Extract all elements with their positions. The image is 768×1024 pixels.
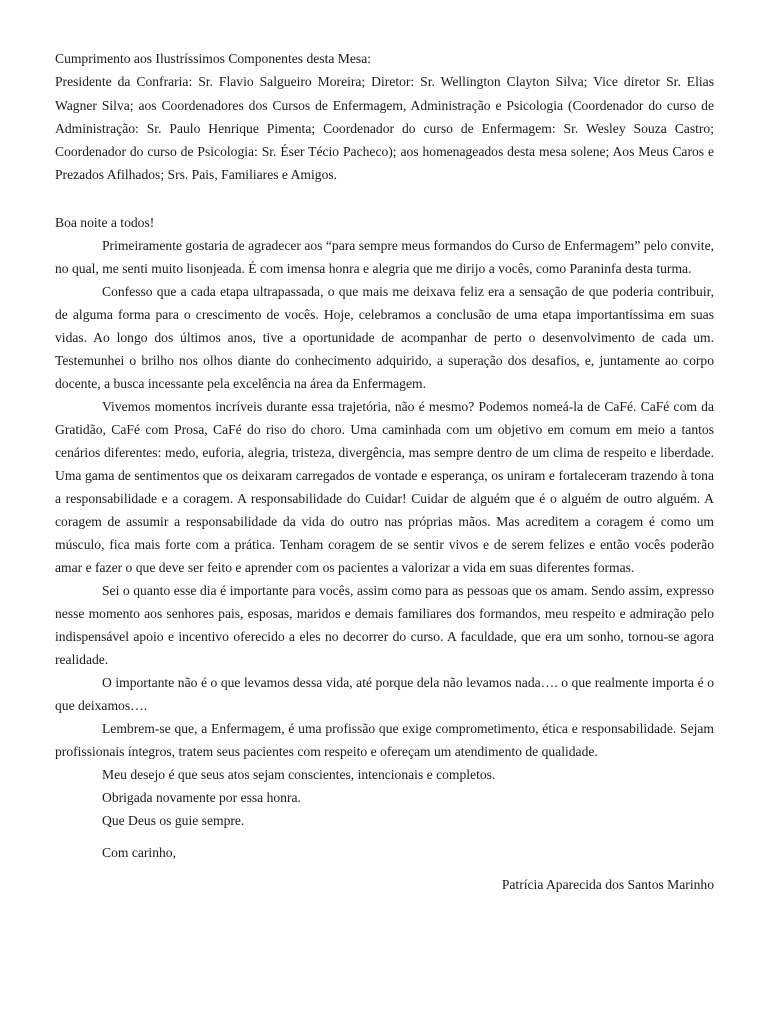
greeting: Boa noite a todos! — [55, 214, 155, 230]
table-components-list: Presidente da Confraria: Sr. Flavio Salgueiro Moreira; Diretor: Sr. Wellington Clayton Silva; Vice diretor Sr. Elias Wagner Silva; aos Coordenadores dos Cursos de Enfermagem, Administração e Psicologia (Coordenador do curso de Administração: Sr. Paulo Henrique Pimenta; Coordenador do curso de Enfermagem: Sr. Wesley Souza Castro; Coordenador do curso de Psicologia: Sr. Éser Técio Pacheco); aos homenageados desta mesa solene; Aos Meus Caros e Prezados Afilhados; Srs. Pais, Familiares e Amigos. — [55, 74, 714, 183]
closing-line: Com carinho, — [102, 845, 176, 861]
speech-body — [55, 234, 714, 832]
paragraph-gratitude: Obrigada novamente por essa honra. — [102, 790, 301, 806]
document-page — [55, 47, 714, 896]
paragraph-profession: Lembrem-se que, a Enfermagem, é uma profissão que exige comprometimento, ética e responsabilidade. Sejam profissionais íntegros, tratem seus pacientes com respeito e ofereçam um atendimento de qualidade. — [55, 721, 714, 760]
paragraph-thanks: Primeiramente gostaria de agradecer aos “para sempre meus formandos do Curso de Enfermagem” pelo convite, no qual, me senti muito lisonjeada. É com imensa honra e alegria que me dirijo a vocês, como Paraninfa desta turma. — [55, 238, 714, 277]
paragraph-legacy: O importante não é o que levamos dessa vida, até porque dela não levamos nada…. o que realmente importa é o que deixamos…. — [55, 675, 714, 714]
document-header — [55, 47, 714, 187]
paragraph-families: Sei o quanto esse dia é importante para vocês, assim como para as pessoas que os amam. Sendo assim, expresso nesse momento aos senhores pais, esposas, maridos e demais familiares dos formandos, meu respeito e admiração pelo indispensável apoio e incentivo oferecido a eles no decorrer do curso. A faculdade, que era um sonho, tornou-se agora realidade. — [55, 583, 714, 668]
paragraph-wish: Meu desejo é que seus atos sejam conscientes, intencionais e completos. — [102, 767, 496, 783]
paragraph-confession: Confesso que a cada etapa ultrapassada, o que mais me deixava feliz era a sensação de que poderia contribuir, de alguma forma para o crescimento de vocês. Hoje, celebramos a conclusão de uma etapa importantíssima em suas vidas. Ao longo dos últimos anos, tive a oportunidade de acompanhar de perto o desenvolvimento de cada um. Testemunhei o brilho nos olhos diante do conhecimento adquirido, a superação dos desafios, e, juntamente ao corpo docente, a busca incessante pela excelência na área da Enfermagem. — [55, 284, 714, 392]
paragraph-blessing: Que Deus os guie sempre. — [102, 813, 245, 829]
salutation-line: Cumprimento aos Ilustríssimos Componentes desta Mesa: — [55, 51, 372, 66]
signature-name: Patrícia Aparecida dos Santos Marinho — [501, 877, 714, 893]
paragraph-journey: Vivemos momentos incríveis durante essa trajetória, não é mesmo? Podemos nomeá-la de CaFé. CaFé com da Gratidão, CaFé com Prosa, CaFé do riso do choro. Uma caminhada com um objetivo em comum em meio a tantos cenários diferentes: medo, euforia, alegria, tristeza, divergência, mas sempre dentro de um clima de respeito e liberdade. Uma gama de sentimentos que os deixaram carregados de vontade e esperança, os uniram e fortaleceram trazendo à tona a responsabilidade e a coragem. A responsabilidade do Cuidar! Cuidar de alguém que é o alguém de outro alguém. A coragem de assumir a responsabilidade da vida do outro nas próprias mãos. Mas acreditem a coragem é como um músculo, fica mais forte com a prática. Tenham coragem de se sentir vivos e de serem felizes e então vocês poderão amar e fazer o que deve ser feito e aprender com os pacientes a valorizar a vida em suas diferentes formas. — [55, 399, 714, 576]
